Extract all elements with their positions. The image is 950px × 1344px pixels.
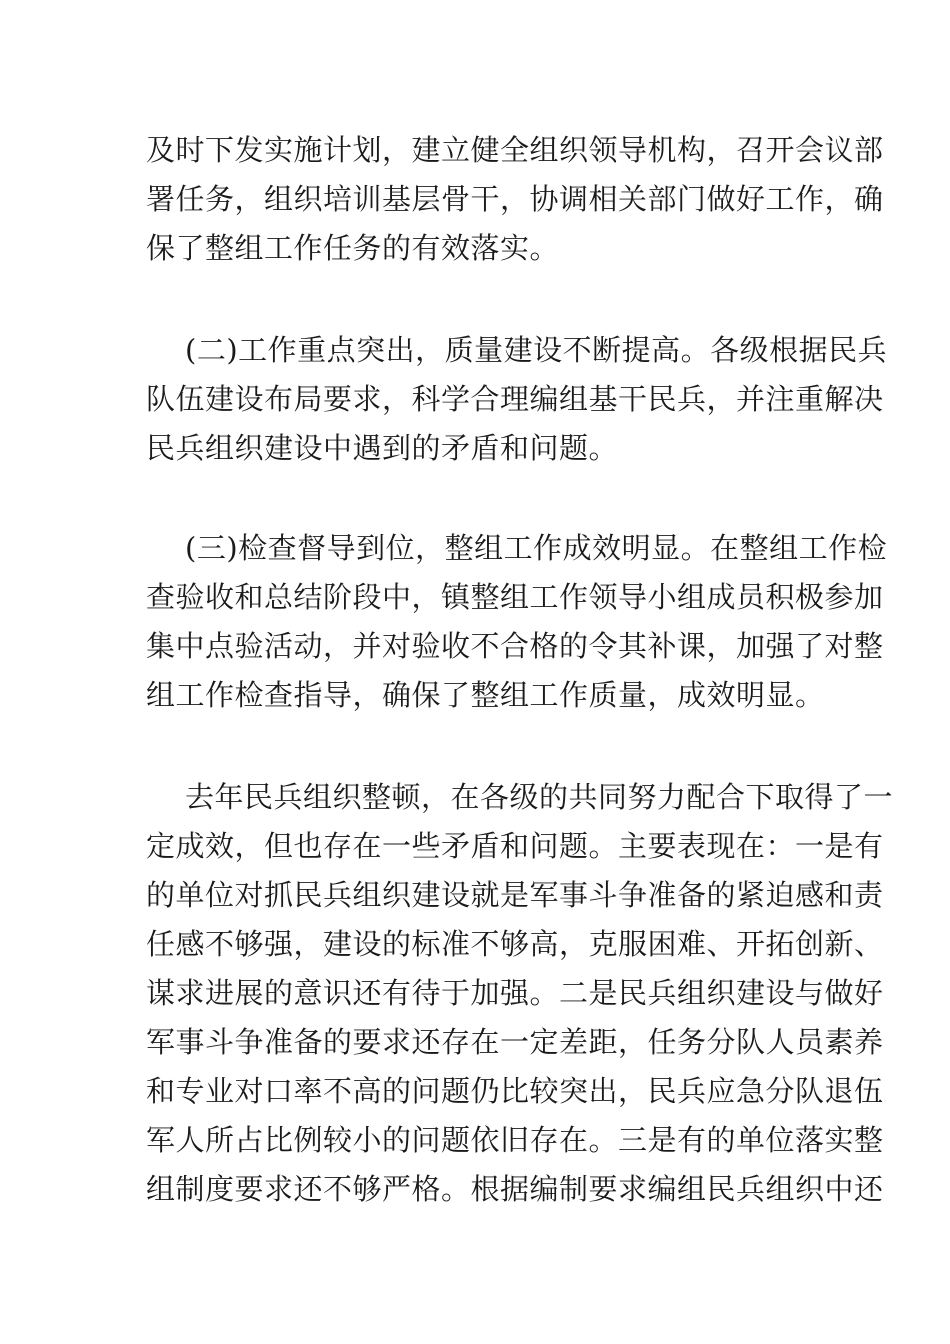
paragraph-continuation xyxy=(146,126,884,273)
text-line: 去年民兵组织整顿，在各级的共同努力配合下取得了一 xyxy=(185,780,894,814)
paragraph-problems xyxy=(146,773,894,1214)
text-line: (三)检查督导到位，整组工作成效明显。在整组工作检 xyxy=(185,531,888,565)
text-line: 军事斗争准备的要求还存在一定差距，任务分队人员素养 xyxy=(146,1025,884,1059)
text-line: 任感不够强，建设的标准不够高，克服困难、开拓创新、 xyxy=(146,927,884,961)
text-line: 军人所占比例较小的问题依旧存在。三是有的单位落实整 xyxy=(146,1123,884,1157)
text-line: 组工作检查指导，确保了整组工作质量，成效明显。 xyxy=(146,678,825,712)
text-line: 保了整组工作任务的有效落实。 xyxy=(146,231,560,265)
text-line: 组制度要求还不够严格。根据编制要求编组民兵组织中还 xyxy=(146,1172,884,1206)
text-line: 署任务，组织培训基层骨干，协调相关部门做好工作，确 xyxy=(146,182,884,216)
text-line: 定成效，但也存在一些矛盾和问题。主要表现在：一是有 xyxy=(146,829,884,863)
text-line: 队伍建设布局要求，科学合理编组基干民兵，并注重解决 xyxy=(146,382,884,416)
text-line: 民兵组织建设中遇到的矛盾和问题。 xyxy=(146,431,619,465)
text-line: (二)工作重点突出，质量建设不断提高。各级根据民兵 xyxy=(185,333,888,367)
text-line: 的单位对抓民兵组织建设就是军事斗争准备的紧迫感和责 xyxy=(146,878,884,912)
text-line: 集中点验活动，并对验收不合格的令其补课，加强了对整 xyxy=(146,629,884,663)
paragraph-point-three xyxy=(146,524,888,720)
text-line: 查验收和总结阶段中，镇整组工作领导小组成员积极参加 xyxy=(146,580,884,614)
text-line: 谋求进展的意识还有待于加强。二是民兵组织建设与做好 xyxy=(146,976,884,1010)
text-line: 和专业对口率不高的问题仍比较突出，民兵应急分队退伍 xyxy=(146,1074,884,1108)
paragraph-point-two xyxy=(146,326,888,473)
text-line: 及时下发实施计划，建立健全组织领导机构，召开会议部 xyxy=(146,133,884,167)
